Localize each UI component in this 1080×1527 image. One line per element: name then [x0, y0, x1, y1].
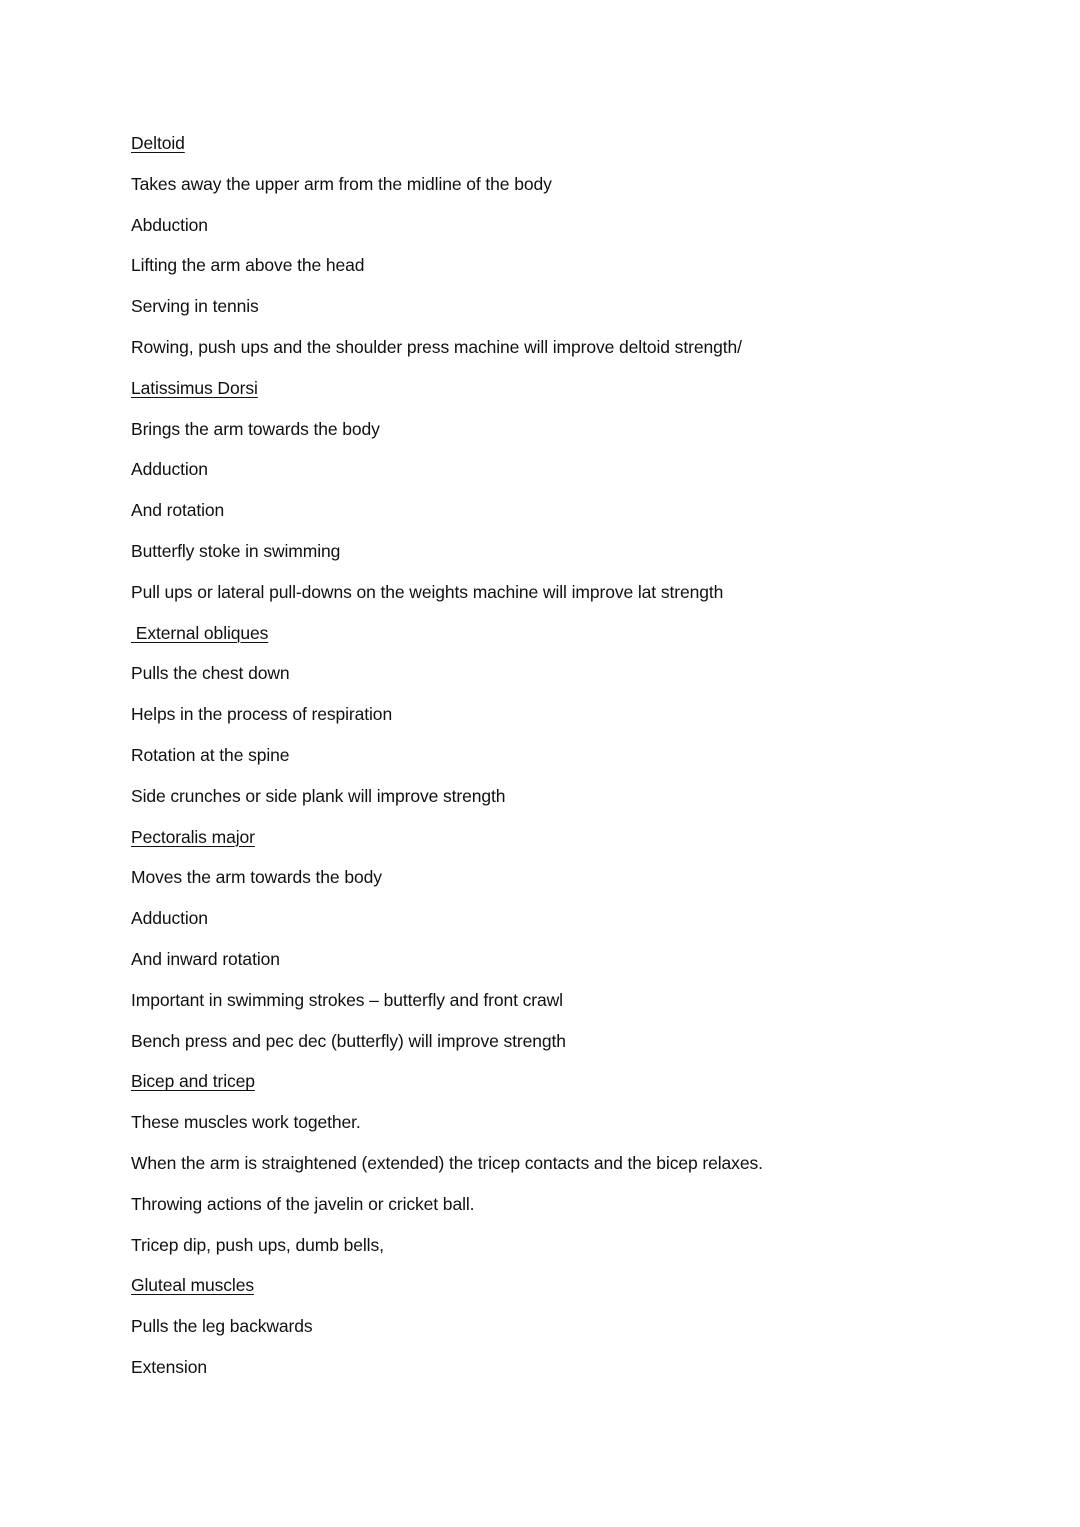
paragraph-line: Rotation at the spine — [131, 744, 290, 765]
paragraph-line: Adduction — [131, 908, 208, 929]
paragraph-line: Throwing actions of the javelin or cricket ball. — [131, 1193, 475, 1214]
paragraph-line: Helps in the process of respiration — [131, 704, 393, 725]
document-body — [131, 131, 951, 1396]
paragraph-line: Bench press and pec dec (butterfly) will improve strength — [131, 1030, 566, 1051]
paragraph-line: And rotation — [131, 500, 225, 521]
paragraph-line: Pull ups or lateral pull-downs on the weights machine will improve lat strength — [131, 581, 724, 602]
paragraph-line: Adduction — [131, 459, 208, 480]
paragraph-line: Extension — [131, 1356, 207, 1377]
paragraph-line: Side crunches or side plank will improve strength — [131, 785, 506, 806]
section-heading-gluteal-muscles: Gluteal muscles — [131, 1275, 254, 1296]
paragraph-line: Butterfly stoke in swimming — [131, 540, 341, 561]
paragraph-line: Rowing, push ups and the shoulder press machine will improve deltoid strength/ — [131, 336, 742, 357]
paragraph-line: Tricep dip, push ups, dumb bells, — [131, 1234, 384, 1255]
section-heading-external-obliques: External obliques — [131, 622, 269, 643]
paragraph-line: Pulls the chest down — [131, 663, 290, 684]
paragraph-line: Important in swimming strokes – butterfly and front crawl — [131, 989, 563, 1010]
paragraph-line: These muscles work together. — [131, 1112, 361, 1133]
section-heading-deltoid: Deltoid — [131, 133, 185, 153]
paragraph-line: Serving in tennis — [131, 296, 259, 317]
paragraph-line: Brings the arm towards the body — [131, 418, 380, 439]
paragraph-line: When the arm is straightened (extended) the tricep contacts and the bicep relaxes. — [131, 1152, 763, 1173]
paragraph-line: Pulls the leg backwards — [131, 1316, 313, 1337]
section-heading-latissimus-dorsi: Latissimus Dorsi — [131, 377, 258, 398]
paragraph-line: Abduction — [131, 214, 208, 235]
paragraph-line: Lifting the arm above the head — [131, 255, 365, 276]
section-heading-bicep-and-tricep: Bicep and tricep — [131, 1071, 255, 1092]
paragraph-line: Takes away the upper arm from the midline of the body — [131, 173, 552, 194]
paragraph-line: Moves the arm towards the body — [131, 867, 382, 888]
section-heading-pectoralis-major: Pectoralis major — [131, 826, 255, 847]
paragraph-line: And inward rotation — [131, 948, 280, 969]
